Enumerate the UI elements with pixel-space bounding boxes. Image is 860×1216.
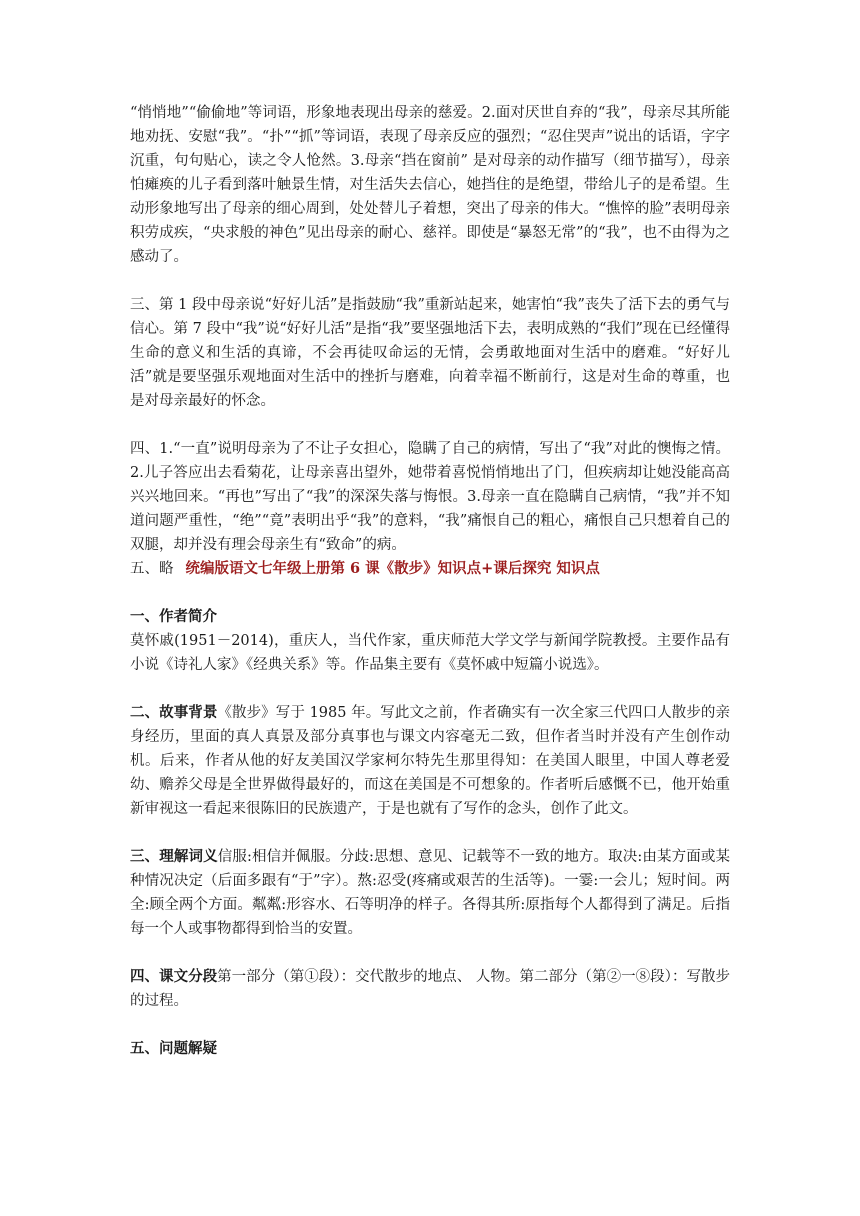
paragraph-answer-three: 三、第 1 段中母亲说“好好儿活”是指鼓励“我”重新站起来，她害怕“我”丧失了活下去的勇气与信心。第 7 段中“我”说“好好儿活”是指“我”要坚强地活下去，表明成熟的“我们”现在已经懂得生命的意义和生活的真谛，不会再徒叹命运的无情，会勇敢地面对生活中的磨难。“好好儿活”就是要坚强乐观地面对生活中的挫折与磨难，向着幸福不断前行，这是对生命的尊重，也是对母亲最好的怀念。 bbox=[130, 297, 730, 409]
lesson-title: 统编版语文七年级上册第 6 课《散步》知识点+课后探究 知识点 bbox=[185, 560, 600, 577]
answer-five-text: 五、略 bbox=[130, 561, 174, 577]
paragraph-mother-love: “悄悄地”“偷偷地”等词语，形象地表现出母亲的慈爱。2.面对厌世自弃的“我”，母亲尽其所能地劝抚、安慰“我”。“扑”“抓”等词语，表现了母亲反应的强烈；“忍住哭声”说出的话语，字字沉重，句句贴心，读之令人怆然。3.母亲“挡在窗前” 是对母亲的动作描写（细节描写），母亲怕瘫痪的儿子看到落叶触景生情，对生活失去信心，她挡住的是绝望，带给儿子的是希望。生动形象地写出了母亲的细心周到，处处替儿子着想，突出了母亲的伟大。“憔悴的脸”表明母亲积劳成疾，“央求般的神色”见出母亲的耐心、慈祥。即使是“暴怒无常”的“我”，也不由得为之感动了。 bbox=[130, 105, 730, 265]
paragraph-sections bbox=[130, 965, 730, 1013]
paragraph-vocabulary bbox=[130, 845, 730, 941]
heading-author: 一、作者简介 bbox=[130, 608, 217, 625]
document-page bbox=[130, 101, 730, 1061]
paragraph-answer-four: 四、1.“一直”说明母亲为了不让子女担心，隐瞒了自己的病情，写出了“我”对此的懊悔之情。2.儿子答应出去看菊花，让母亲喜出望外，她带着喜悦悄悄地出了门，但疾病却让她没能高高兴兴地回来。“再也”写出了“我”的深深失落与悔恨。3.母亲一直在隐瞒自己病情，“我”并不知道问题严重性，“绝”“竟”表明出乎“我”的意料，“我”痛恨自己的粗心，痛恨自己只想着自己的双腿，却并没有理会母亲生有“致命”的病。 bbox=[130, 441, 730, 553]
paragraph-background bbox=[130, 701, 730, 821]
paragraph-answer-five bbox=[130, 557, 730, 581]
heading-sections: 四、课文分段 bbox=[130, 968, 218, 985]
sections-text: 第一部分（第①段）：交代散步的地点、 人物。第二部分（第②一⑧段）：写散步的过程。 bbox=[130, 969, 731, 1009]
vocabulary-text: 信服:相信并佩服。分歧:思想、意见、记载等不一致的地方。取决:由某方面或某种情况决定（后面多跟有“于”字）。熬:忍受(疼痛或艰苦的生活等)。一霎:一会儿；短时间。两全:顾全两个方面。粼粼:形容水、石等明净的样子。各得其所:原指每个人都得到了满足。后指每一个人或事物都得到恰当的安置。 bbox=[130, 849, 730, 937]
background-text: 《散步》写于 1985 年。写此文之前，作者确实有一次全家三代四口人散步的亲身经历，里面的真人真景及部分真事也与课文内容毫无二致，但作者当时并没有产生创作动机。后来，作者从他的好友美国汉学家柯尔特先生那里得知：在美国人眼里，中国人尊老爱幼、赡养父母是全世界做得最好的，而这在美国是不可想象的。作者听后感慨不已，他开始重新审视这一看起来很陈旧的民族遗产，于是也就有了写作的念头，创作了此文。 bbox=[130, 705, 731, 817]
heading-vocabulary: 三、理解词义 bbox=[130, 848, 218, 865]
heading-background: 二、故事背景 bbox=[130, 704, 218, 721]
heading-questions: 五、问题解疑 bbox=[130, 1040, 217, 1057]
paragraph-author: 莫怀戚(1951－2014)，重庆人，当代作家，重庆师范大学文学与新闻学院教授。主要作品有小说《诗礼人家》《经典关系》等。作品集主要有《莫怀戚中短篇小说选》。 bbox=[130, 633, 730, 673]
